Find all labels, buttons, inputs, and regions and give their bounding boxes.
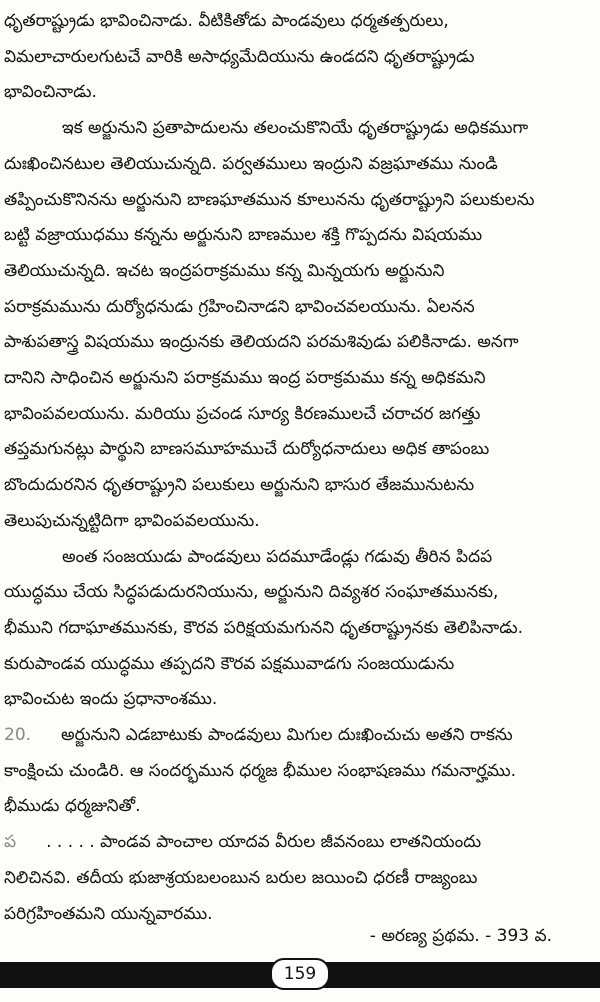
- text-line: పరాక్రమమును దుర్యోధనుడు గ్రహించినాడని భావించవలయును. ఏలనన: [4, 296, 475, 317]
- text-line: భావించినాడు.: [4, 82, 97, 103]
- text-line: విమలాచారులగుటచే వారికి అసాధ్యమేదియును ఉండదని ధృతరాష్ట్రుడు: [4, 46, 475, 67]
- text-line: పాశుపతాస్త్ర విషయము ఇంద్రునకు తెలియదని పరమశివుడు పలికినాడు. అనగా: [4, 332, 519, 353]
- text-line: బట్టి వజ్రాయుధము కన్నను అర్జునుని బాణముల శక్తి గొప్పదను విషయము: [4, 225, 483, 246]
- text-line: తప్తమగునట్లు పార్థుని బాణసమూహముచే దుర్యోధనాదులు అధిక తాపంబు: [4, 439, 490, 460]
- text-line: . . . . . పాండవ పాంచాల యాదవ వీరుల జీవనంబు లాతనియందు: [46, 832, 482, 853]
- text-line: తప్పించుకొనినను అర్జునుని బాణఘాతమున కూలునను ధృతరాష్ట్రుని పలుకులను: [4, 189, 535, 210]
- text-line: తెలుపుచున్నట్టిదిగా భావింపవలయును.: [4, 510, 260, 531]
- text-line: తెలియుచున్నది. ఇచట ఇంద్రపరాక్రమము కన్న మిన్నయగు అర్జునుని: [4, 260, 445, 281]
- text-line: పరిగ్రహింతమని యున్నవారము.: [4, 903, 213, 924]
- text-line: భీముని గదాఘాతమునకు, కౌరవ పరిక్షయమగునని ధృతరాష్ట్రునకు తెలిపినాడు.: [4, 617, 524, 638]
- page-number: 159: [270, 958, 330, 990]
- text-line: నిలిచినవి. తదీయ భుజాశ్రయబలంబున బరుల జయించి ధరణీ రాజ్యంబు: [4, 867, 478, 888]
- source-citation: - అరణ్య ప్రథమ. - 393 వ.: [369, 926, 552, 946]
- text-line: కురుపాండవ యుద్ధము తప్పదని కౌరవ పక్షమువాడగు సంజయుడును: [4, 653, 455, 674]
- text-line: ధృతరాష్ట్రుడు భావించినాడు. వీటికితోడు పాండవులు ధర్మతత్పరులు,: [4, 11, 449, 31]
- text-line: కాంక్షించు చుండిరి. ఆ సందర్భమున ధర్మజ భీముల సంభాషణము గమనార్హము.: [4, 760, 517, 781]
- text-line: అర్జునుని ఎడబాటుకు పాండవులు మిగుల దుఃఖించుచు అతని రాకను: [61, 725, 513, 746]
- text-line: అంత సంజయుడు పాండవులు పదమూడేండ్లు గడువు తీరిన పిదప: [62, 546, 493, 567]
- body-text: [4, 4, 594, 932]
- text-line: భావించుట ఇందు ప్రధానాంశము.: [4, 689, 218, 710]
- item-number: 20.: [4, 725, 32, 746]
- text-line: యుద్ధము చేయ సిద్ధపడుదురనియును, అర్జునుని దివ్యశర సంఘాతమునకు,: [4, 582, 499, 603]
- text-line: దానిని సాధించిన అర్జునుని పరాక్రమము ఇంద్ర పరాక్రమము కన్న అధికమని: [4, 368, 486, 389]
- text-line: ఇక అర్జునుని ప్రతాపాదులను తలంచుకొనియే ధృతరాష్ట్రుడు అధికముగా: [62, 118, 529, 139]
- quote-marker: ప: [4, 832, 17, 853]
- text-line: దుఃఖించినటుల తెలియుచున్నది. పర్వతములు ఇంద్రుని వజ్రఘాతము నుండి: [4, 153, 498, 174]
- text-line: భావింపవలయును. మరియు ప్రచండ సూర్య కిరణములచే చరాచర జగత్తు: [4, 403, 481, 424]
- text-line: బొందుదురనిన ధృతరాష్ట్రుని పలుకులు అర్జునుని భాసుర తేజమునుటను: [4, 475, 475, 496]
- text-line: భీముడు ధర్మజునితో.: [4, 796, 141, 817]
